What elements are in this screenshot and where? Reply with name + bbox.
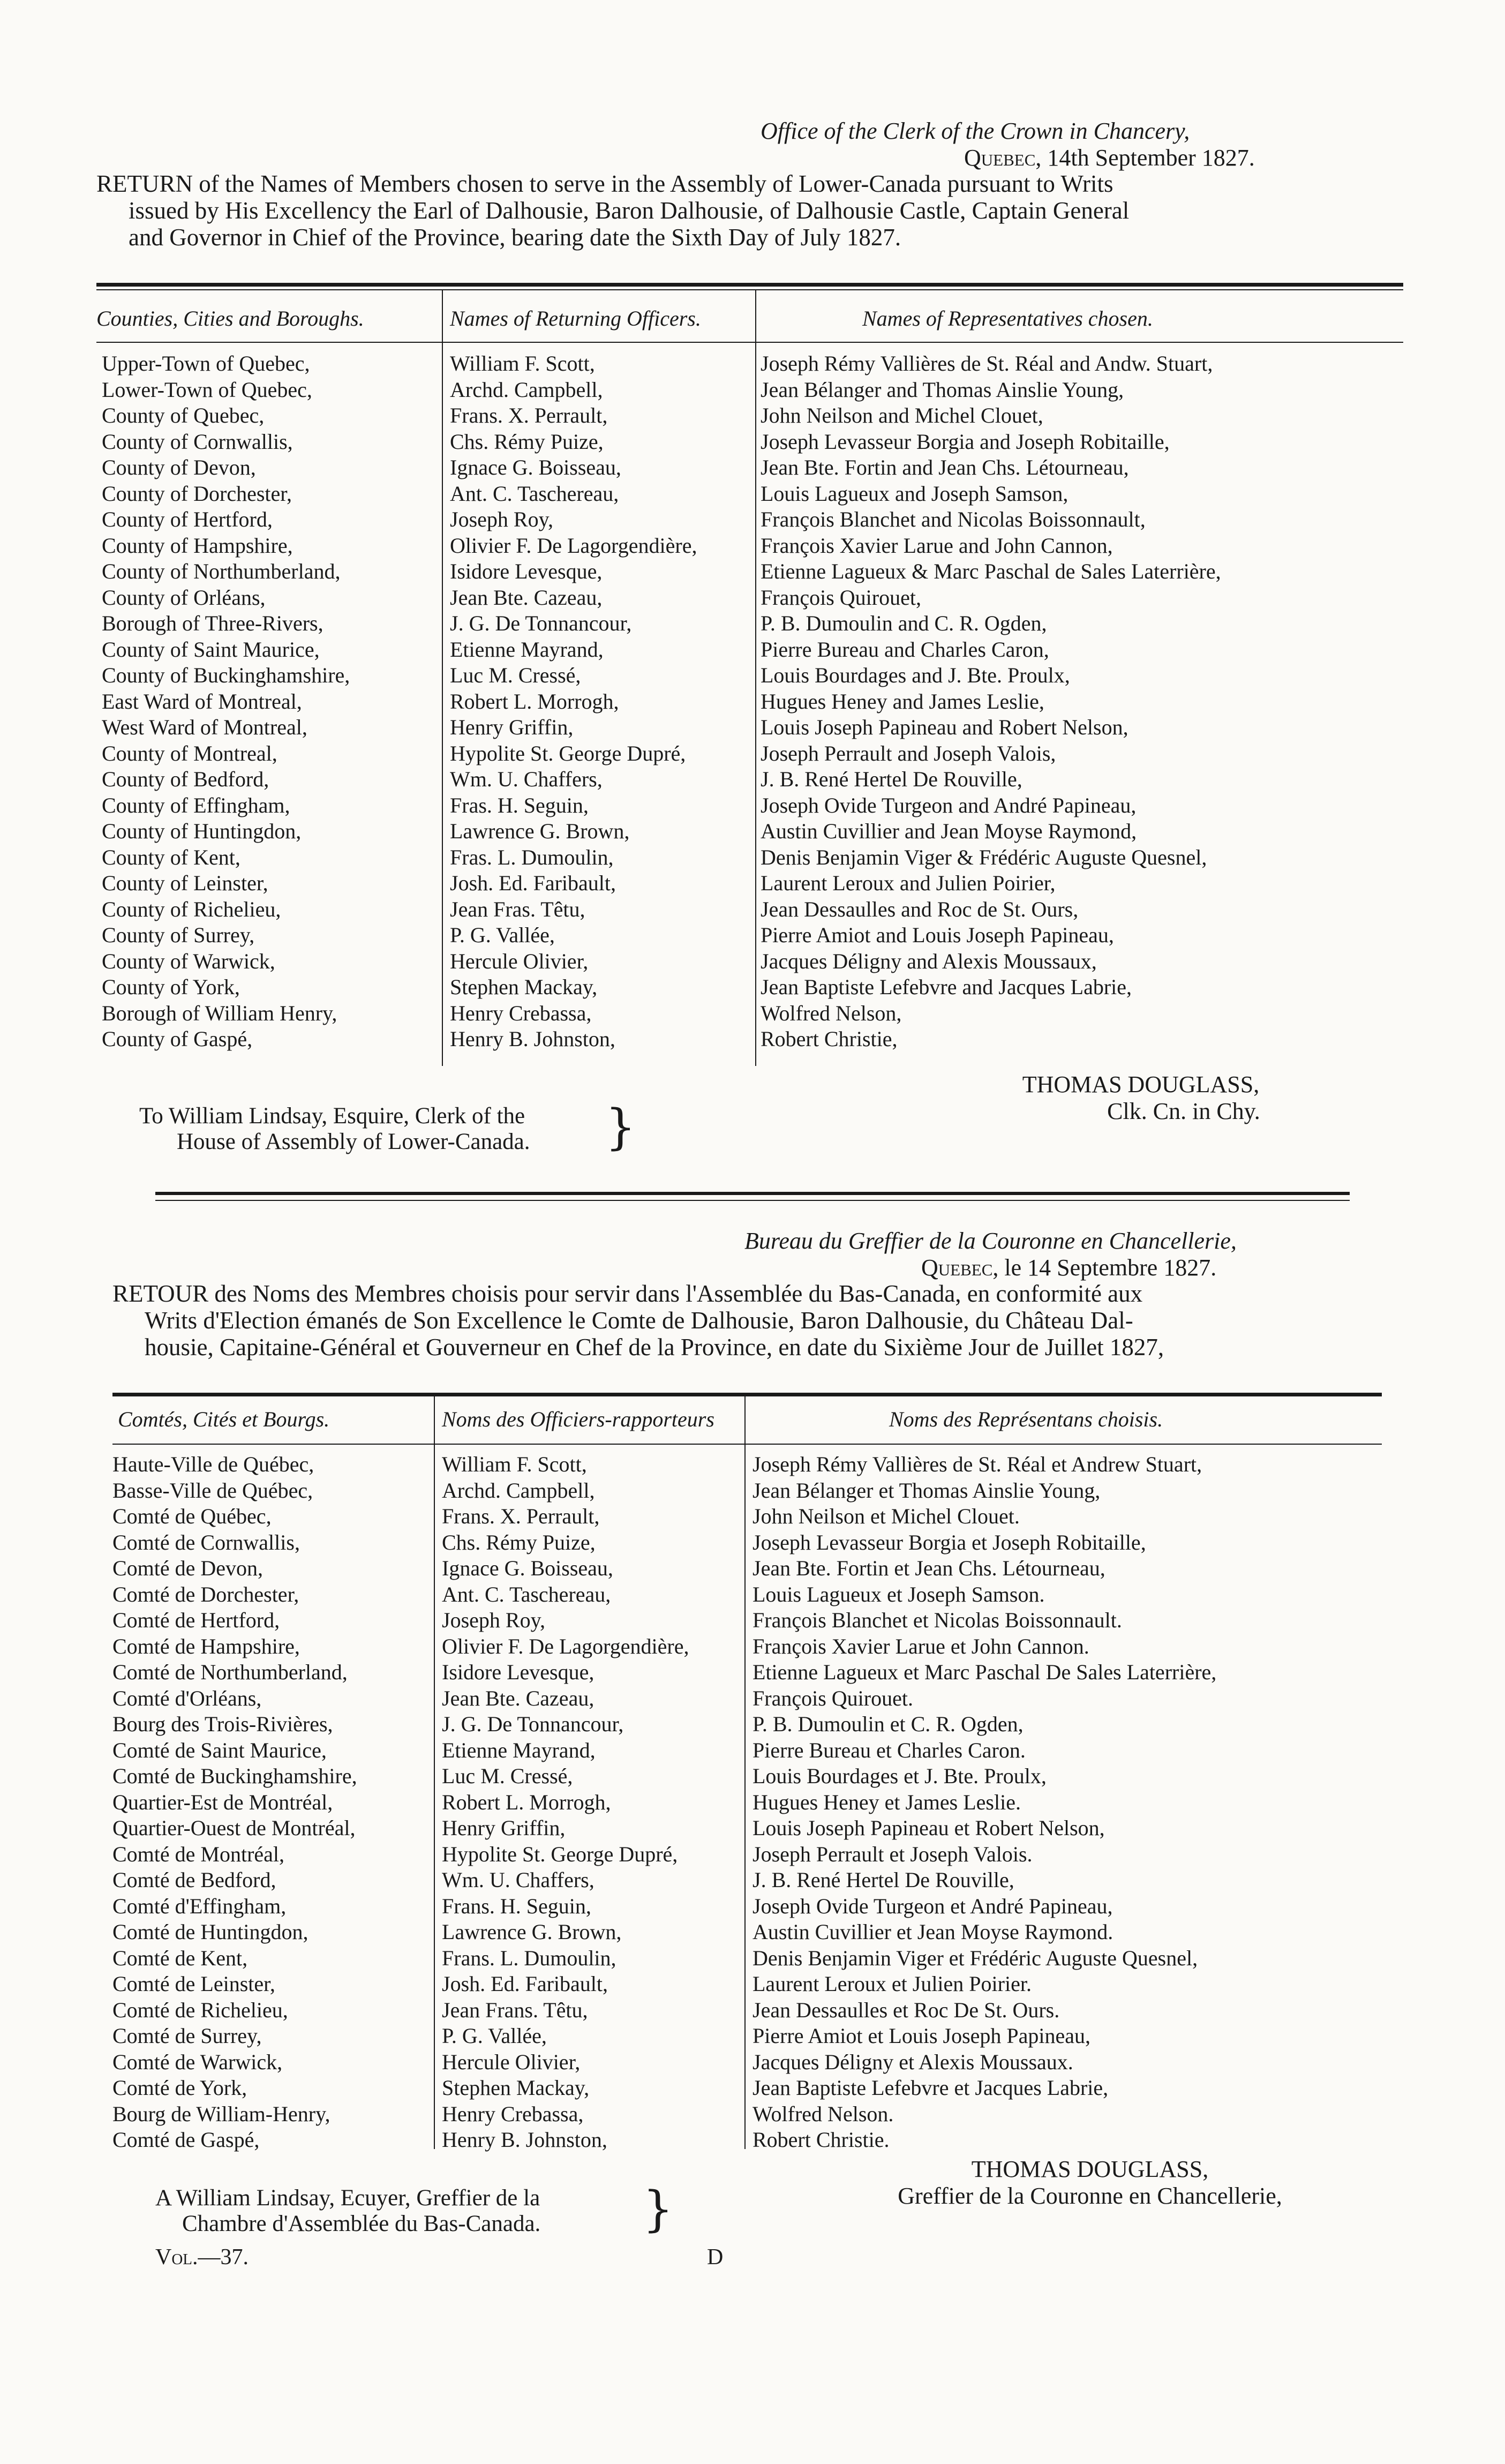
return-line-2: issued by His Excellency the Earl of Dalhousie, Baron Dalhousie, of Dalhousie Castle, Captain General bbox=[129, 197, 1130, 224]
representative-cell: Joseph Rémy Vallières de St. Réal and Andw. Stuart, bbox=[761, 351, 1213, 375]
county-cell: Comté de Dorchester, bbox=[112, 1582, 299, 1606]
county-cell: County of Surrey, bbox=[102, 923, 255, 947]
representative-cell: Jean Bélanger et Thomas Ainslie Young, bbox=[752, 1478, 1101, 1503]
county-cell: County of Kent, bbox=[102, 845, 240, 869]
date: 14th September 1827. bbox=[1047, 145, 1255, 171]
representative-cell: P. B. Dumoulin et C. R. Ogden, bbox=[752, 1712, 1024, 1736]
officer-cell: Henry B. Johnston, bbox=[450, 1027, 615, 1051]
representative-cell: Etienne Lagueux et Marc Paschal De Sales Laterrière, bbox=[752, 1660, 1217, 1684]
representative-cell: François Blanchet and Nicolas Boissonnault, bbox=[761, 507, 1146, 531]
representative-cell: Jean Dessaulles et Roc De St. Ours. bbox=[752, 1997, 1060, 2022]
header-rule bbox=[96, 342, 1403, 343]
officer-cell: Jean Bte. Cazeau, bbox=[450, 585, 603, 610]
return-paragraph bbox=[112, 1280, 1398, 1361]
county-cell: Borough of Three-Rivers, bbox=[102, 611, 323, 635]
representative-cell: Jean Baptiste Lefebvre and Jacques Labrie, bbox=[761, 975, 1132, 999]
officer-cell: Ignace G. Boisseau, bbox=[442, 1556, 613, 1580]
officer-cell: Robert L. Morrogh, bbox=[442, 1790, 611, 1814]
officer-cell: Stephen Mackay, bbox=[442, 2076, 590, 2100]
representative-cell: Joseph Perrault et Joseph Valois. bbox=[752, 1842, 1033, 1866]
county-cell: County of Hertford, bbox=[102, 507, 273, 531]
representative-cell: J. B. René Hertel De Rouville, bbox=[752, 1868, 1014, 1892]
officer-cell: Robert L. Morrogh, bbox=[450, 689, 619, 713]
representatives-column bbox=[761, 351, 1403, 1053]
representative-cell: Robert Christie, bbox=[761, 1027, 898, 1051]
representative-cell: François Xavier Larue and John Cannon, bbox=[761, 533, 1113, 558]
header-counties: Comtés, Cités et Bourgs. bbox=[118, 1407, 330, 1431]
representative-cell: Austin Cuvillier et Jean Moyse Raymond. bbox=[752, 1920, 1113, 1944]
county-cell: Comté de Hampshire, bbox=[112, 1634, 300, 1658]
county-cell: Haute-Ville de Québec, bbox=[112, 1452, 314, 1476]
address-block bbox=[155, 2185, 540, 2237]
french-return bbox=[112, 1195, 1398, 2373]
representative-cell: Laurent Leroux et Julien Poirier. bbox=[752, 1972, 1032, 1996]
signature-name: THOMAS DOUGLASS, bbox=[1022, 1071, 1260, 1098]
return-line-1: RETURN of the Names of Members chosen to serve in the Assembly of Lower-Canada pursuant to Writs bbox=[96, 170, 1113, 197]
representative-cell: John Neilson and Michel Clouet, bbox=[761, 403, 1043, 427]
officer-cell: Frans. X. Perrault, bbox=[442, 1504, 600, 1528]
officer-cell: Chs. Rémy Puize, bbox=[442, 1530, 596, 1554]
office-line: Bureau du Greffier de la Couronne en Chancellerie, bbox=[744, 1228, 1237, 1254]
officer-cell: Lawrence G. Brown, bbox=[450, 819, 630, 843]
representative-cell: Joseph Perrault and Joseph Valois, bbox=[761, 741, 1056, 765]
county-cell: Comté de Saint Maurice, bbox=[112, 1738, 327, 1762]
officer-cell: Henry Griffin, bbox=[450, 715, 574, 739]
representative-cell: Jean Dessaulles and Roc de St. Ours, bbox=[761, 897, 1079, 921]
county-cell: County of Effingham, bbox=[102, 793, 290, 817]
officer-cell: Henry Crebassa, bbox=[450, 1001, 592, 1025]
table-top-rule bbox=[112, 1393, 1382, 1396]
address-line-2: House of Assembly of Lower-Canada. bbox=[177, 1129, 530, 1154]
county-cell: County of York, bbox=[102, 975, 240, 999]
county-cell: County of Devon, bbox=[102, 455, 256, 479]
place: Quebec, bbox=[921, 1254, 999, 1281]
officer-cell: Olivier F. De Lagorgendière, bbox=[450, 533, 697, 558]
officer-cell: Frans. X. Perrault, bbox=[450, 403, 608, 427]
header-counties: Counties, Cities and Boroughs. bbox=[96, 306, 364, 330]
dateline bbox=[921, 1253, 1216, 1282]
officer-cell: Jean Bte. Cazeau, bbox=[442, 1686, 595, 1710]
county-cell: Bourg des Trois-Rivières, bbox=[112, 1712, 333, 1736]
volume-number: Vol.—37. bbox=[155, 2245, 249, 2270]
representative-cell: Robert Christie. bbox=[752, 2128, 890, 2152]
officer-cell: Josh. Ed. Faribault, bbox=[450, 871, 616, 895]
county-cell: Comté de Cornwallis, bbox=[112, 1530, 300, 1554]
representative-cell: Louis Joseph Papineau et Robert Nelson, bbox=[752, 1816, 1105, 1840]
address-line-2: Chambre d'Assemblée du Bas-Canada. bbox=[182, 2211, 541, 2236]
county-cell: Comté de Warwick, bbox=[112, 2049, 283, 2074]
officer-cell: Luc M. Cressé, bbox=[442, 1764, 573, 1788]
representative-cell: Laurent Leroux and Julien Poirier, bbox=[761, 871, 1056, 895]
officer-cell: P. G. Vallée, bbox=[442, 2024, 547, 2048]
representatives-column bbox=[752, 1452, 1398, 2153]
signature-name: THOMAS DOUGLASS, bbox=[971, 2156, 1209, 2182]
office-line: Office of the Clerk of the Crown in Chancery, bbox=[761, 118, 1190, 144]
county-cell: Comté de Richelieu, bbox=[112, 1997, 288, 2022]
officer-cell: Hercule Olivier, bbox=[450, 949, 589, 973]
representative-cell: P. B. Dumoulin and C. R. Ogden, bbox=[761, 611, 1047, 635]
address-line-1: To William Lindsay, Esquire, Clerk of the bbox=[139, 1103, 525, 1129]
officer-cell: Henry B. Johnston, bbox=[442, 2128, 607, 2152]
representative-cell: François Quirouet, bbox=[761, 585, 921, 610]
signature-block bbox=[953, 1071, 1328, 1125]
officer-cell: Isidore Levesque, bbox=[450, 559, 603, 583]
officer-cell: Archd. Campbell, bbox=[450, 377, 603, 402]
officer-cell: Ant. C. Taschereau, bbox=[450, 481, 619, 506]
officer-cell: Luc M. Cressé, bbox=[450, 663, 581, 687]
column-divider bbox=[442, 289, 443, 1066]
brace-icon: } bbox=[605, 1099, 636, 1155]
county-cell: Comté de Gaspé, bbox=[112, 2128, 260, 2152]
officer-cell: Jean Fras. Têtu, bbox=[450, 897, 585, 921]
officer-cell: Frans. L. Dumoulin, bbox=[442, 1945, 616, 1970]
officer-cell: Josh. Ed. Faribault, bbox=[442, 1972, 608, 1996]
officers-column bbox=[450, 351, 752, 1053]
representative-cell: Jean Bte. Fortin and Jean Chs. Létourneau, bbox=[761, 455, 1129, 479]
table-top-rule bbox=[96, 283, 1403, 287]
county-cell: County of Gaspé, bbox=[102, 1027, 253, 1051]
address-block bbox=[139, 1103, 530, 1155]
county-cell: County of Quebec, bbox=[102, 403, 265, 427]
county-cell: Comté de Montréal, bbox=[112, 1842, 285, 1866]
representative-cell: Jean Bte. Fortin et Jean Chs. Létourneau, bbox=[752, 1556, 1105, 1580]
county-cell: County of Buckinghamshire, bbox=[102, 663, 350, 687]
representative-cell: Wolfred Nelson, bbox=[761, 1001, 902, 1025]
officer-cell: Hypolite St. George Dupré, bbox=[442, 1842, 678, 1866]
officer-cell: Ignace G. Boisseau, bbox=[450, 455, 621, 479]
officer-cell: William F. Scott, bbox=[450, 351, 595, 375]
county-cell: County of Montreal, bbox=[102, 741, 277, 765]
representative-cell: Joseph Levasseur Borgia et Joseph Robitaille, bbox=[752, 1530, 1146, 1554]
representative-cell: Pierre Bureau and Charles Caron, bbox=[761, 637, 1049, 662]
address-line-1: A William Lindsay, Ecuyer, Greffier de la bbox=[155, 2185, 540, 2211]
dateline bbox=[964, 144, 1255, 172]
county-cell: County of Northumberland, bbox=[102, 559, 341, 583]
representative-cell: François Blanchet et Nicolas Boissonnault. bbox=[752, 1608, 1122, 1632]
header-officers: Noms des Officiers-rapporteurs bbox=[442, 1407, 714, 1431]
county-cell: County of Leinster, bbox=[102, 871, 268, 895]
representative-cell: Austin Cuvillier and Jean Moyse Raymond, bbox=[761, 819, 1137, 843]
counties-column bbox=[102, 351, 439, 1053]
county-cell: Borough of William Henry, bbox=[102, 1001, 337, 1025]
officer-cell: Henry Griffin, bbox=[442, 1816, 566, 1840]
representative-cell: Denis Benjamin Viger et Frédéric Auguste Quesnel, bbox=[752, 1945, 1198, 1970]
representative-cell: Hugues Heney et James Leslie. bbox=[752, 1790, 1021, 1814]
county-cell: Comté de Kent, bbox=[112, 1945, 248, 1970]
county-cell: Lower-Town of Quebec, bbox=[102, 377, 312, 402]
representative-cell: Denis Benjamin Viger & Frédéric Auguste Quesnel, bbox=[761, 845, 1207, 869]
representative-cell: Louis Joseph Papineau and Robert Nelson, bbox=[761, 715, 1128, 739]
representative-cell: Louis Lagueux and Joseph Samson, bbox=[761, 481, 1068, 506]
signature-mark: D bbox=[707, 2245, 724, 2270]
county-cell: West Ward of Montreal, bbox=[102, 715, 307, 739]
officer-cell: Chs. Rémy Puize, bbox=[450, 429, 604, 454]
county-cell: East Ward of Montreal, bbox=[102, 689, 302, 713]
representative-cell: Jean Baptiste Lefebvre et Jacques Labrie, bbox=[752, 2076, 1109, 2100]
county-cell: Comté de Northumberland, bbox=[112, 1660, 348, 1684]
signature-block bbox=[836, 2156, 1344, 2210]
officer-cell: Etienne Mayrand, bbox=[442, 1738, 596, 1762]
return-line-1: RETOUR des Noms des Membres choisis pour servir dans l'Assemblée du Bas-Canada, en conformité aux bbox=[112, 1280, 1143, 1307]
county-cell: County of Richelieu, bbox=[102, 897, 281, 921]
header-representatives: Noms des Représentans choisis. bbox=[889, 1407, 1163, 1431]
county-cell: County of Huntingdon, bbox=[102, 819, 302, 843]
signature-title: Clk. Cn. in Chy. bbox=[1107, 1098, 1260, 1124]
county-cell: Comté d'Effingham, bbox=[112, 1894, 287, 1918]
representative-cell: Joseph Ovide Turgeon and André Papineau, bbox=[761, 793, 1137, 817]
officer-cell: Isidore Levesque, bbox=[442, 1660, 595, 1684]
representative-cell: Jacques Déligny et Alexis Moussaux. bbox=[752, 2049, 1073, 2074]
county-cell: County of Bedford, bbox=[102, 767, 269, 791]
county-cell: Bourg de William-Henry, bbox=[112, 2101, 330, 2126]
county-cell: County of Cornwallis, bbox=[102, 429, 293, 454]
county-cell: Comté de York, bbox=[112, 2076, 247, 2100]
county-cell: County of Warwick, bbox=[102, 949, 275, 973]
officer-cell: J. G. De Tonnancour, bbox=[442, 1712, 624, 1736]
officer-cell: J. G. De Tonnancour, bbox=[450, 611, 632, 635]
representative-cell: Hugues Heney and James Leslie, bbox=[761, 689, 1044, 713]
column-divider bbox=[434, 1394, 435, 2149]
representative-cell: Louis Lagueux et Joseph Samson. bbox=[752, 1582, 1045, 1606]
officer-cell: William F. Scott, bbox=[442, 1452, 587, 1476]
return-line-3: and Governor in Chief of the Province, bearing date the Sixth Day of July 1827. bbox=[129, 224, 901, 251]
brace-icon: } bbox=[643, 2181, 674, 2237]
county-cell: County of Hampshire, bbox=[102, 533, 293, 558]
return-line-2: Writs d'Election émanés de Son Excellence le Comte de Dalhousie, Baron Dalhousie, du Château Dal- bbox=[145, 1307, 1133, 1334]
county-cell: Comté de Hertford, bbox=[112, 1608, 280, 1632]
column-divider bbox=[744, 1394, 746, 2149]
representative-cell: Jean Bélanger and Thomas Ainslie Young, bbox=[761, 377, 1124, 402]
county-cell: Comté de Buckinghamshire, bbox=[112, 1764, 357, 1788]
county-cell: Comté d'Orléans, bbox=[112, 1686, 262, 1710]
return-line-3: housie, Capitaine-Général et Gouverneur en Chef de la Province, en date du Sixième Jour de Juillet 1827, bbox=[145, 1334, 1164, 1361]
county-cell: Quartier-Est de Montréal, bbox=[112, 1790, 333, 1814]
officer-cell: Hypolite St. George Dupré, bbox=[450, 741, 686, 765]
representative-cell: Jacques Déligny and Alexis Moussaux, bbox=[761, 949, 1097, 973]
header-officers: Names of Returning Officers. bbox=[450, 306, 701, 330]
county-cell: Upper-Town of Quebec, bbox=[102, 351, 310, 375]
representative-cell: John Neilson et Michel Clouet. bbox=[752, 1504, 1020, 1528]
county-cell: Comté de Bedford, bbox=[112, 1868, 276, 1892]
county-cell: Basse-Ville de Québec, bbox=[112, 1478, 313, 1503]
representative-cell: Pierre Bureau et Charles Caron. bbox=[752, 1738, 1026, 1762]
representative-cell: François Quirouet. bbox=[752, 1686, 913, 1710]
officer-cell: Joseph Roy, bbox=[442, 1608, 545, 1632]
officer-cell: Archd. Campbell, bbox=[442, 1478, 595, 1503]
return-paragraph bbox=[96, 170, 1403, 251]
representative-cell: Pierre Amiot et Louis Joseph Papineau, bbox=[752, 2024, 1091, 2048]
officer-cell: Fras. L. Dumoulin, bbox=[450, 845, 614, 869]
officer-cell: P. G. Vallée, bbox=[450, 923, 555, 947]
officer-cell: Wm. U. Chaffers, bbox=[450, 767, 603, 791]
officer-cell: Ant. C. Taschereau, bbox=[442, 1582, 611, 1606]
officer-cell: Etienne Mayrand, bbox=[450, 637, 604, 662]
officer-cell: Frans. H. Seguin, bbox=[442, 1894, 591, 1918]
officer-cell: Lawrence G. Brown, bbox=[442, 1920, 622, 1944]
table-top-rule-thin bbox=[96, 289, 1403, 290]
officer-cell: Jean Frans. Têtu, bbox=[442, 1997, 588, 2022]
header-representatives: Names of Representatives chosen. bbox=[862, 306, 1153, 330]
county-cell: Comté de Huntingdon, bbox=[112, 1920, 308, 1944]
representative-cell: François Xavier Larue et John Cannon. bbox=[752, 1634, 1089, 1658]
county-cell: Comté de Devon, bbox=[112, 1556, 264, 1580]
place: Quebec, bbox=[964, 145, 1042, 171]
county-cell: Comté de Surrey, bbox=[112, 2024, 262, 2048]
officer-cell: Fras. H. Seguin, bbox=[450, 793, 589, 817]
representative-cell: Louis Bourdages and J. Bte. Proulx, bbox=[761, 663, 1070, 687]
county-cell: County of Orléans, bbox=[102, 585, 266, 610]
representative-cell: Joseph Rémy Vallières de St. Réal et Andrew Stuart, bbox=[752, 1452, 1202, 1476]
date: le 14 Septembre 1827. bbox=[1004, 1254, 1217, 1281]
county-cell: County of Saint Maurice, bbox=[102, 637, 320, 662]
representative-cell: Louis Bourdages et J. Bte. Proulx, bbox=[752, 1764, 1047, 1788]
column-divider bbox=[755, 289, 756, 1066]
representative-cell: Joseph Levasseur Borgia and Joseph Robitaille, bbox=[761, 429, 1170, 454]
counties-column bbox=[112, 1452, 431, 2153]
officer-cell: Henry Crebassa, bbox=[442, 2101, 584, 2126]
representative-cell: Etienne Lagueux & Marc Paschal de Sales Laterrière, bbox=[761, 559, 1221, 583]
officers-column bbox=[442, 1452, 742, 2153]
officer-cell: Stephen Mackay, bbox=[450, 975, 598, 999]
county-cell: Comté de Leinster, bbox=[112, 1972, 275, 1996]
officer-cell: Hercule Olivier, bbox=[442, 2049, 581, 2074]
officer-cell: Joseph Roy, bbox=[450, 507, 553, 531]
representative-cell: Pierre Amiot and Louis Joseph Papineau, bbox=[761, 923, 1114, 947]
county-cell: County of Dorchester, bbox=[102, 481, 292, 506]
county-cell: Comté de Québec, bbox=[112, 1504, 272, 1528]
county-cell: Quartier-Ouest de Montréal, bbox=[112, 1816, 356, 1840]
officer-cell: Wm. U. Chaffers, bbox=[442, 1868, 595, 1892]
english-return bbox=[96, 0, 1403, 1178]
representative-cell: J. B. René Hertel De Rouville, bbox=[761, 767, 1022, 791]
header-rule bbox=[112, 1444, 1382, 1445]
signature-title: Greffier de la Couronne en Chancellerie, bbox=[898, 2183, 1282, 2209]
representative-cell: Wolfred Nelson. bbox=[752, 2101, 894, 2126]
officer-cell: Olivier F. De Lagorgendière, bbox=[442, 1634, 689, 1658]
representative-cell: Joseph Ovide Turgeon et André Papineau, bbox=[752, 1894, 1113, 1918]
